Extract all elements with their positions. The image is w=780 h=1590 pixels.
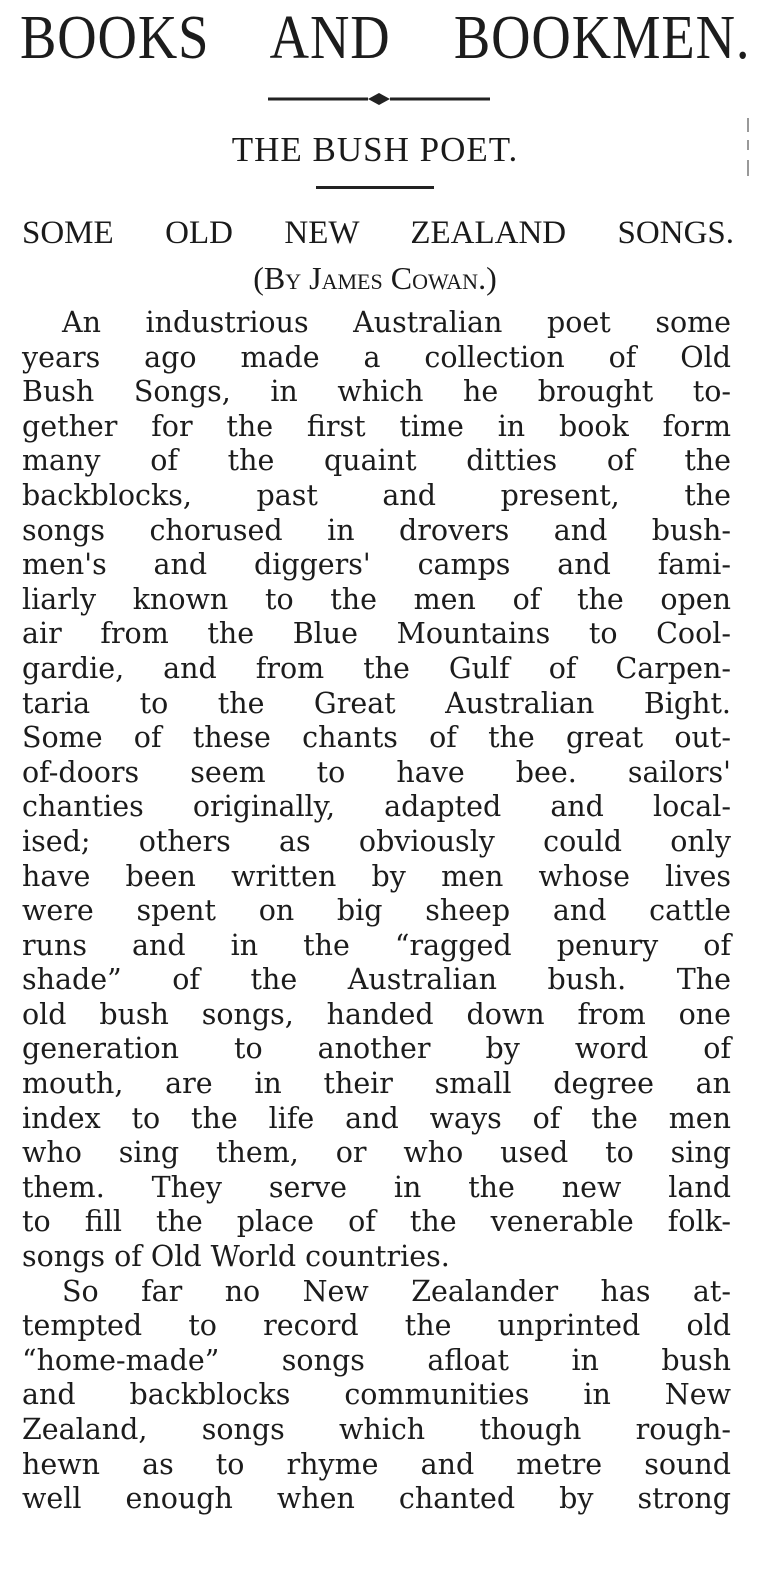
text-line: chanties originally, adapted and local- [22,790,731,824]
text-line: liarly known to the men of the open [22,582,731,616]
text-line: years ago made a collection of Old [22,340,731,374]
text-line: An industrious Australian poet some [62,306,731,339]
text-line: and backblocks communities in New [22,1378,731,1412]
divider-rule [316,186,434,189]
text-line: songs chorused in drovers and bush- [22,513,731,547]
byline: (By James Cowan.) [253,260,497,296]
text-line: taria to the Great Australian Bight. [22,686,731,720]
text-line: were spent on big sheep and cattle [22,894,731,928]
text-line: backblocks, past and present, the [22,478,731,512]
text-line: air from the Blue Mountains to Cool- [22,617,731,651]
text-line: them. They serve in the new land [22,1170,731,1204]
text-line: of-doors seem to have bee. sailors' [22,755,731,789]
text-line: well enough when chanted by strong [22,1482,731,1516]
paragraph-1 [22,306,731,1275]
text-line: who sing them, or who used to sing [22,1136,731,1170]
ornament-divider [268,93,490,105]
scan-edge-marks [744,118,752,178]
paragraph-2 [22,1275,731,1517]
text-line: shade” of the Australian bush. The [22,963,731,997]
text-line: men's and diggers' camps and fami- [22,548,731,582]
text-line: index to the life and ways of the men [22,1101,731,1135]
text-line: gardie, and from the Gulf of Carpen- [22,651,731,685]
text-line: Some of these chants of the great out- [22,721,731,755]
text-line: Bush Songs, in which he brought to- [22,375,731,409]
subhead: THE BUSH POET. [231,130,519,169]
text-line: have been written by men whose lives [22,859,731,893]
article-headline: SOME OLD NEW ZEALAND SONGS. [22,215,734,251]
masthead-title: BOOKS AND BOOKMEN. [20,4,751,72]
text-line: old bush songs, handed down from one [22,997,731,1031]
text-line: gether for the first time in book form [22,409,731,443]
text-line: many of the quaint ditties of the [22,444,731,478]
article-body [22,306,731,1517]
text-line: Zealand, songs which though rough- [22,1413,731,1446]
text-line: to fill the place of the venerable folk- [22,1205,731,1239]
text-line: runs and in the “ragged penury of [22,928,731,962]
text-line: So far no New Zealander has at- [62,1274,731,1308]
text-line: tempted to record the unprinted old [22,1309,731,1343]
text-line: “home-made” songs afloat in bush [22,1343,731,1377]
text-line: hewn as to rhyme and metre sound [22,1447,731,1481]
text-line: generation to another by word of [22,1032,731,1066]
text-line: ised; others as obviously could only [22,824,731,858]
text-line: songs of Old World countries. [22,1240,450,1274]
text-line: mouth, are in their small degree an [22,1067,731,1101]
